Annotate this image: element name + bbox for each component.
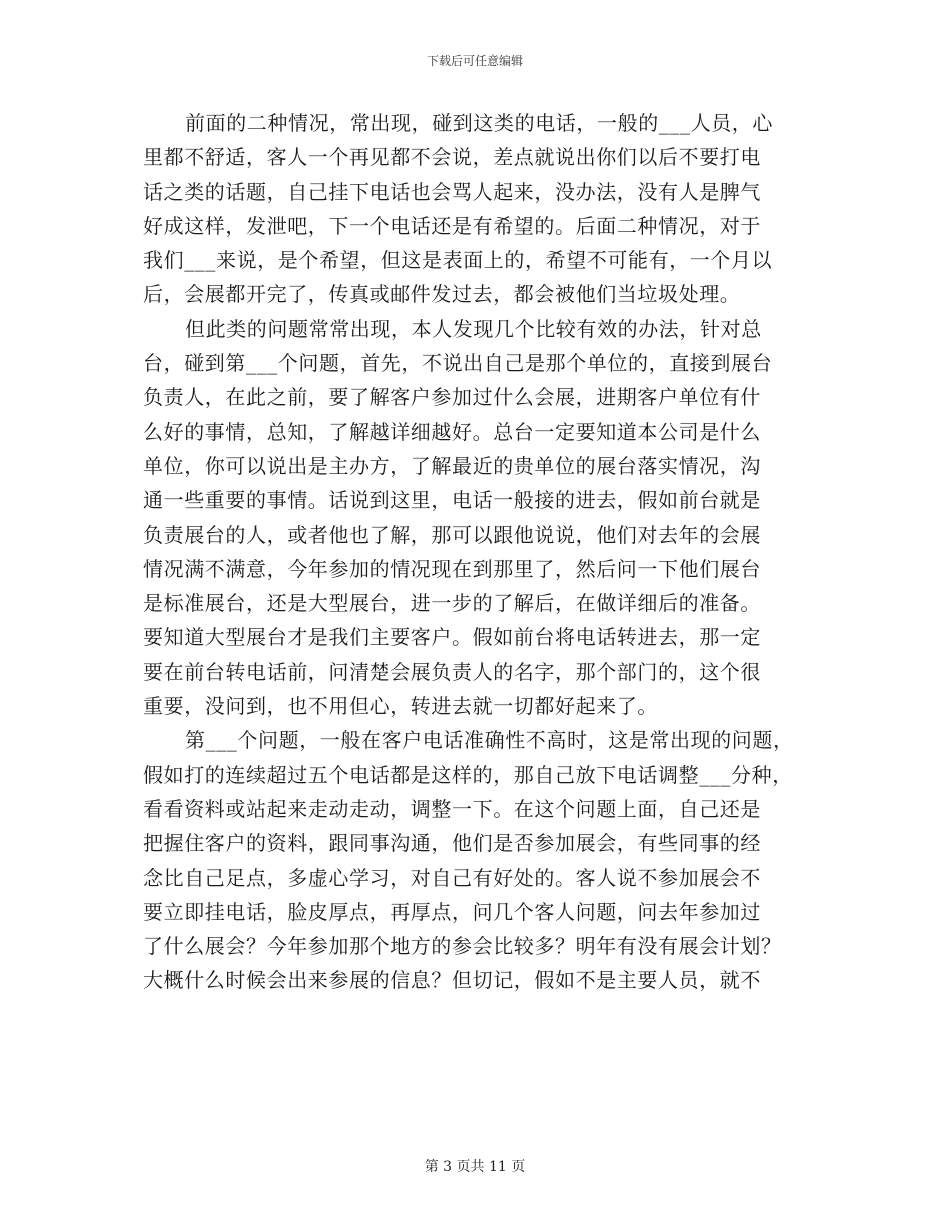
- text-line: 我们___来说，是个希望，但这是表面上的，希望不可能有，一个月以: [143, 248, 773, 273]
- text-line: 后，会展都开完了，传真或邮件发过去，都会被他们当垃圾处理。: [143, 282, 741, 307]
- page-footer: 第 3 页共 11 页: [424, 1159, 526, 1175]
- text-line: 负责展台的人，或者他也了解，那可以跟他说说，他们对去年的会展: [143, 522, 761, 547]
- text-line: 里都不舒适，客人一个再见都不会说，差点就说出你们以后不要打电: [143, 145, 761, 170]
- text-line: 要在前台转电话前，问清楚会展负责人的名字，那个部门的，这个很: [143, 659, 761, 684]
- text-line: 但此类的问题常常出现，本人发现几个比较有效的办法，针对总: [185, 316, 762, 341]
- text-line: 念比自己足点，多虚心学习，对自己有好处的。客人说不参加展会不: [143, 865, 761, 890]
- text-line: 要知道大型展台才是我们主要客户。假如前台将电话转进去，那一定: [143, 625, 761, 650]
- text-line: 前面的二种情况，常出现，碰到这类的电话，一般的___人员，心: [185, 111, 773, 135]
- text-line: 第___个问题，一般在客户电话准确性不高时，这是常出现的问题，: [185, 728, 794, 753]
- text-line: 单位，你可以说出是主办方，了解最近的贵单位的展台落实情况，沟: [143, 453, 761, 478]
- text-line: 么好的事情，总知，了解越详细越好。总台一定要知道本公司是什么: [143, 419, 761, 444]
- text-line: 重要，没问到，也不用但心，转进去就一切都好起来了。: [143, 694, 658, 719]
- page-header: 下载后可任意编辑: [426, 54, 523, 68]
- text-line: 了什么展会？今年参加那个地方的参会比较多？明年有没有展会计划？: [143, 934, 782, 959]
- text-line: 好成这样，发泄吧，下一个电话还是有希望的。后面二种情况，对于: [143, 213, 761, 238]
- text-line: 大概什么时候会出来参展的信息？但切记，假如不是主要人员，就不: [143, 968, 761, 993]
- document-body: [143, 106, 823, 998]
- text-line: 通一些重要的事情。话说到这里，电话一般接的进去，假如前台就是: [143, 488, 761, 513]
- text-line: 是标准展台，还是大型展台，进一步的了解后，在做详细后的准备。: [143, 591, 761, 616]
- text-line: 话之类的话题，自己挂下电话也会骂人起来，没办法，没有人是脾气: [143, 179, 761, 204]
- text-line: 把握住客户的资料，跟同事沟通，他们是否参加展会，有些同事的经: [143, 831, 761, 856]
- text-line: 看看资料或站起来走动走动，调整一下。在这个问题上面，自己还是: [143, 796, 761, 821]
- text-line: 情况满不满意，今年参加的情况现在到那里了，然后问一下他们展台: [143, 556, 761, 581]
- text-line: 要立即挂电话，脸皮厚点，再厚点，问几个客人问题，问去年参加过: [143, 899, 761, 924]
- text-line: 台，碰到第___个问题，首先，不说出自己是那个单位的，直接到展台: [143, 351, 773, 376]
- text-line: 负责人，在此之前，要了解客户参加过什么会展，进期客户单位有什: [143, 385, 761, 410]
- text-line: 假如打的连续超过五个电话都是这样的，那自己放下电话调整___分种，: [143, 762, 793, 787]
